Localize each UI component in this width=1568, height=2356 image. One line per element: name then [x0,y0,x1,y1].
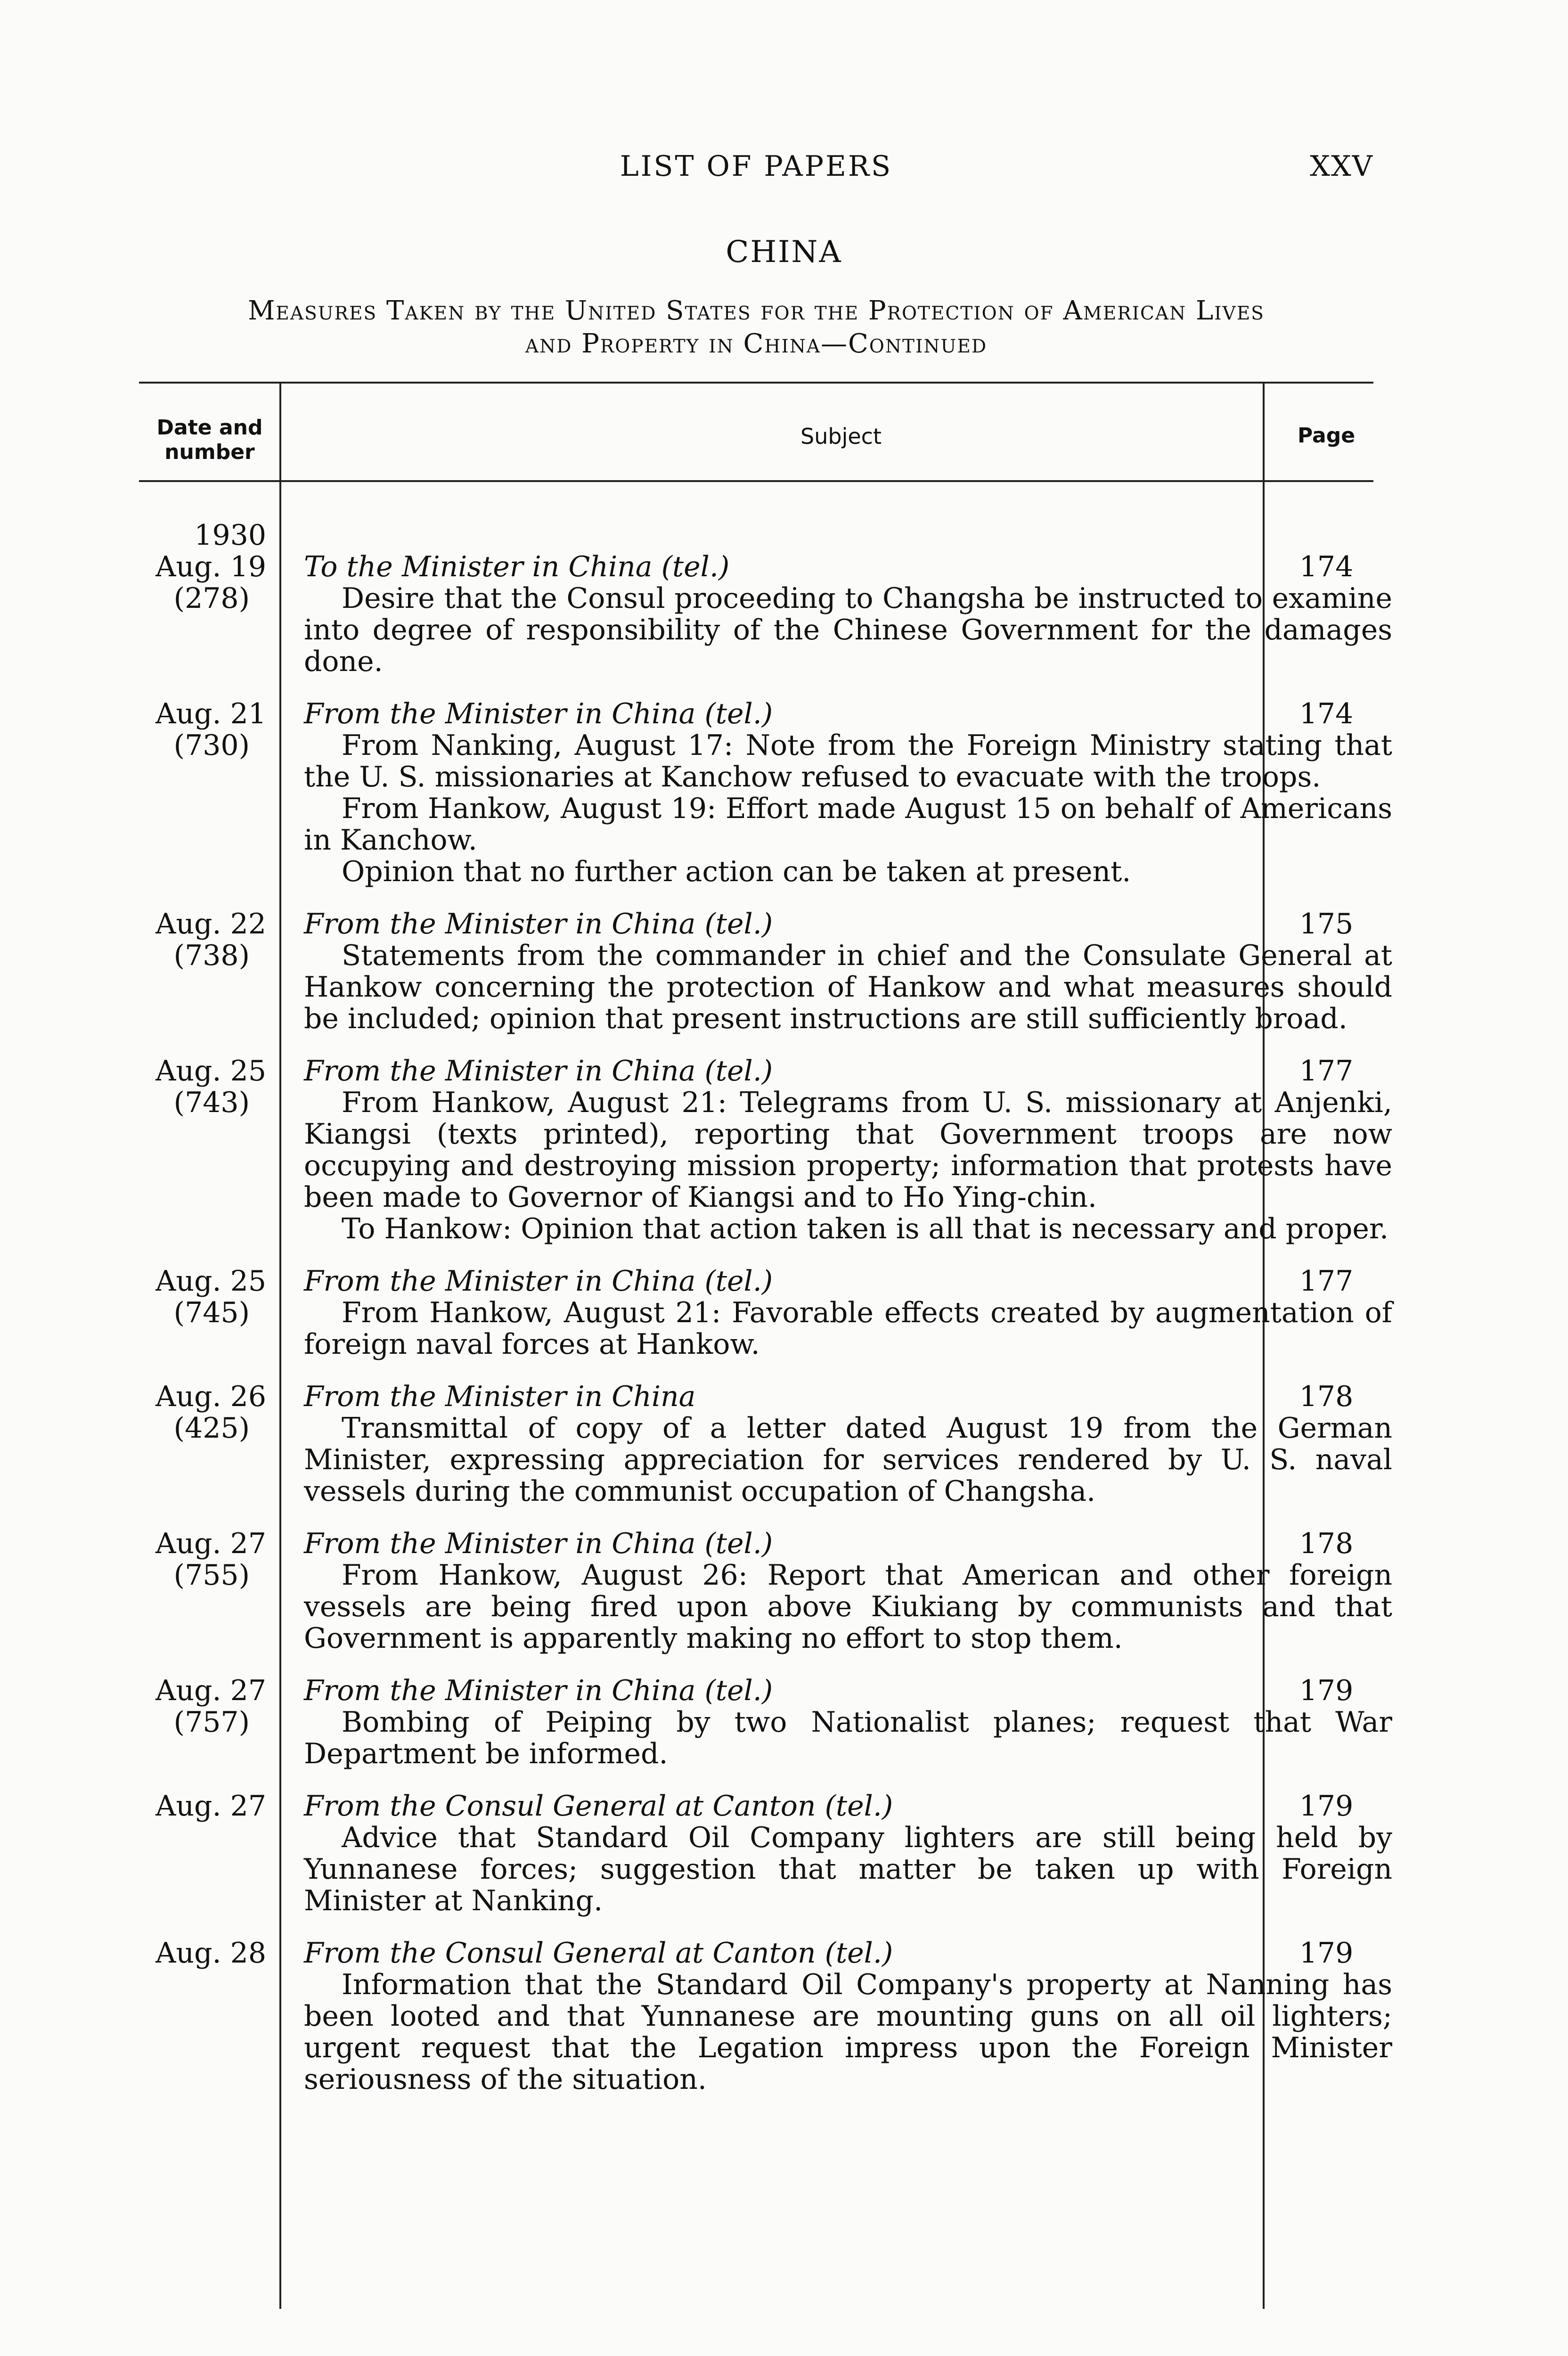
entry-date: Aug. 27 [155,1790,266,1823]
date-column-header [139,416,280,465]
entry-subject-cell [304,1528,1392,1654]
entry-paragraph: From Hankow, August 21: Favorable effects created by augmentation of foreign naval forces at Hankow. [304,1296,1392,1361]
entry-page-number: 178 [1299,1527,1354,1560]
entry-paragraph: From Hankow, August 26: Report that American and other foreign vessels are being fired upon above Kiukiang by communists and that Government is apparently making no effort to stop them. [304,1559,1392,1655]
entry-subject-cell [304,520,1392,678]
entry-page-number: 178 [1299,1380,1354,1413]
entry-subject-cell [304,698,1392,888]
entry-date-cell [139,698,266,761]
entry-number: (757) [173,1706,250,1739]
entry-number: (755) [173,1559,250,1592]
entry-number: (745) [173,1296,250,1329]
page-column-header: Page [1297,424,1356,448]
entry-date-cell [139,1055,266,1119]
entry-date-cell [139,1528,266,1591]
entry-date-cell [139,1938,266,1969]
entry-date-cell [139,1791,266,1822]
papers-table [139,382,1392,2116]
table-row [139,1265,1392,1361]
entry-correspondent: To the Minister in China (tel.) [304,550,730,583]
entry-date: Aug. 22 [155,908,266,941]
entry-page-number: 174 [1299,697,1354,730]
section-heading: CHINA [726,235,842,270]
entry-correspondent: From the Minister in China (tel.) [304,908,773,941]
table-header [139,384,1373,480]
entry-date: Aug. 25 [155,1265,266,1298]
entry-paragraph: Bombing of Peiping by two Nationalist planes; request that War Department be informed. [304,1706,1392,1770]
table-row [139,1380,1392,1508]
entry-correspondent: From the Minister in China [304,1380,696,1413]
subsection-line-2: and Property in China—Continued [525,328,988,359]
entry-correspondent: From the Minister in China (tel.) [304,1265,773,1298]
entry-subject-cell [304,1938,1392,2095]
table-row [139,1055,1392,1245]
entry-number: (738) [173,939,250,972]
entry-subject-cell [304,1675,1392,1770]
table-row [139,697,1392,888]
entry-page-number: 179 [1299,1790,1354,1823]
entry-spacer [304,520,1392,551]
entry-page-number: 179 [1299,1937,1354,1970]
entry-paragraph: To Hankow: Opinion that action taken is all that is necessary and proper. [342,1212,1389,1245]
entry-date-cell [139,1266,266,1329]
entry-paragraph: Information that the Standard Oil Company's property at Nanning has been looted and that Yunnanese are mounting guns on all oil lighters; urgent request that the Legation impress upon the Foreign Minister seriousness of the situation. [304,1968,1392,2096]
entry-date-cell [139,1675,266,1738]
entry-subject-cell [304,1266,1392,1360]
table-row [139,1527,1392,1655]
entry-date: Aug. 19 [155,550,266,583]
running-title: LIST OF PAPERS [620,150,893,183]
entry-paragraph: From Hankow, August 21: Telegrams from U. S. missionary at Anjenki, Kiangsi (texts printed), reporting that Government troops are now occupying and destroying mission property; information that protests have been made to Governor of Kiangsi and to Ho Ying-chin. [304,1086,1392,1214]
entry-paragraph: Transmittal of copy of a letter dated August 19 from the German Minister, expressing appreciation for services rendered by U. S. naval vessels during the communist occupation of Changsha. [304,1412,1392,1508]
page-number: XXV [1310,150,1373,183]
table-row [139,1937,1392,2096]
date-header-line-2: number [164,440,255,464]
entry-number: (743) [173,1086,250,1119]
running-head [139,150,1373,188]
entry-correspondent: From the Minister in China (tel.) [304,1674,773,1707]
entry-correspondent: From the Minister in China (tel.) [304,697,773,730]
entry-subject-cell [304,1055,1392,1245]
subsection-heading [139,294,1373,360]
entry-date-cell [139,520,266,614]
table-body [139,482,1392,2096]
date-header-line-1: Date and [156,416,263,440]
entry-page-number: 177 [1299,1265,1354,1298]
entry-paragraph: From Nanking, August 17: Note from the Foreign Ministry stating that the U. S. missionaries at Kanchow refused to evacuate with the troops. [304,729,1392,794]
entry-subject-cell [304,1381,1392,1507]
entry-subject-cell [304,908,1392,1035]
entry-correspondent: From the Consul General at Canton (tel.) [304,1790,893,1823]
entry-page-number: 177 [1299,1055,1354,1088]
subsection-line-1: Measures Taken by the United States for the Protection of American Lives [248,295,1265,326]
table-row [139,1790,1392,1917]
entry-paragraph: Advice that Standard Oil Company lighters are still being held by Yunnanese forces; suggestion that matter be taken up with Foreign Minister at Nanking. [304,1821,1392,1917]
entry-number: (278) [173,582,250,615]
entry-correspondent: From the Consul General at Canton (tel.) [304,1937,893,1970]
entry-paragraph: Statements from the commander in chief and the Consulate General at Hankow concerning the protection of Hankow and what measures should be included; opinion that present instructions are still sufficiently broad. [304,939,1392,1035]
entry-date-cell [139,908,266,972]
entry-paragraph: Opinion that no further action can be taken at present. [342,855,1131,888]
table-row [139,519,1392,678]
table-row [139,1674,1392,1770]
entry-date: Aug. 21 [155,697,266,730]
entry-correspondent: From the Minister in China (tel.) [304,1527,773,1560]
table-row [139,908,1392,1035]
entry-paragraph: Desire that the Consul proceeding to Changsha be instructed to examine into degree of responsibility of the Chinese Government for the damages done. [304,582,1392,678]
entry-number: (730) [173,729,250,762]
entry-date: Aug. 26 [155,1380,266,1413]
entry-number: (425) [173,1412,250,1445]
subject-column-header: Subject [800,424,882,449]
entry-page-number: 179 [1299,1674,1354,1707]
entry-subject-cell [304,1791,1392,1917]
entry-date: Aug. 28 [155,1937,266,1970]
entry-paragraph: From Hankow, August 19: Effort made August 15 on behalf of Americans in Kanchow. [304,792,1392,857]
entry-date: Aug. 25 [155,1055,266,1088]
entry-date: Aug. 27 [155,1527,266,1560]
entry-page-number: 174 [1299,550,1354,583]
entry-date: Aug. 27 [155,1674,266,1707]
entry-correspondent: From the Minister in China (tel.) [304,1055,773,1088]
entry-year: 1930 [194,519,266,552]
entry-page-number: 175 [1299,908,1354,941]
entry-date-cell [139,1381,266,1444]
